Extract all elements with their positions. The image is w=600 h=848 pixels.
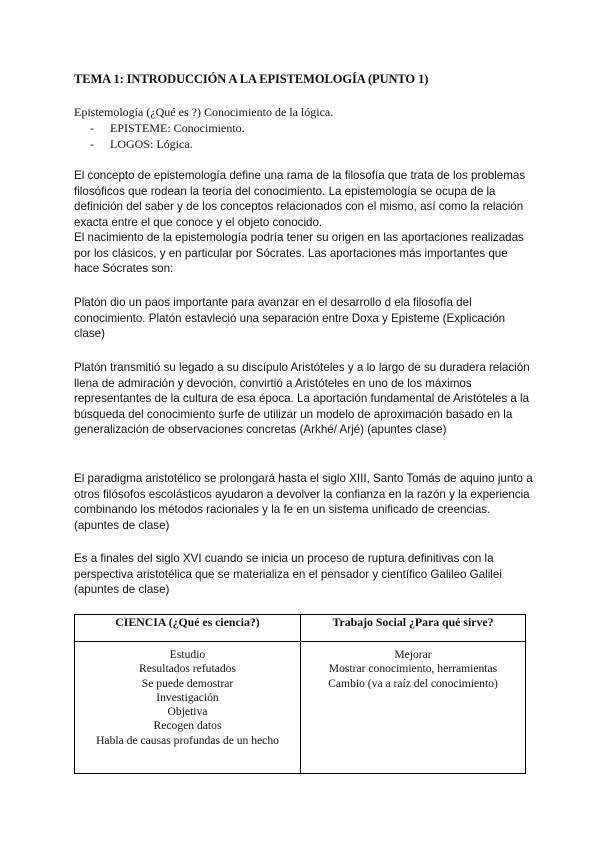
- table-item: Recogen datos: [153, 719, 222, 733]
- bullet-item: [74, 136, 333, 152]
- paragraph-block-5: [74, 551, 534, 598]
- table-item: Cambio (va a raíz del conocimiento): [328, 676, 498, 690]
- table-item: Mejorar: [394, 648, 432, 661]
- table-item: Estudio: [169, 648, 206, 661]
- paragraph: El concepto de epistemología define una rama de la filosofía que trata de los problemas filosóficos que rodean la teoría del conocimiento. La epistemología se ocupa de la definición del saber y de los conceptos relacionados con el mismo, así como la relación exacta entre el que conoce y el objeto conocido.: [74, 169, 526, 229]
- table-cell-ciencia: [75, 642, 301, 774]
- paragraph-block-2: [74, 295, 534, 342]
- paragraph-block-1: [74, 168, 534, 277]
- paragraph: El nacimiento de la epistemología podría tener su origen en las aportaciones realizadas por los clásicos, y en particular por Sócrates. Las aportaciones más importantes que hace Sócrates son:: [74, 231, 524, 275]
- bullet-dash: -: [90, 121, 94, 135]
- bullet-item: [74, 120, 333, 136]
- comparison-table: [74, 614, 526, 774]
- table-item: Habla de causas profundas de un hecho: [96, 733, 279, 747]
- paragraph: El paradigma aristotélico se prolongará hasta el siglo XIII, Santo Tomás de aquino junto a otros filósofos escolásticos ayudaron a devolver la confianza en la razón y la experiencia combinando los métodos racionales y la fe en un sistema unificado de creencias. (apuntes de clase): [74, 472, 533, 532]
- table-item: Resultados refutados: [139, 662, 236, 676]
- paragraph: Es a finales del siglo XVI cuando se inicia un proceso de ruptura definitivas con la perspectiva aristotélica que se materializa en el pensador y científico Galileo Galilei (apuntes de clase): [74, 552, 502, 596]
- intro-block: [74, 104, 333, 152]
- paragraph-block-3: [74, 360, 534, 438]
- table-header-ciencia: CIENCIA (¿Qué es ciencia?): [75, 615, 301, 642]
- paragraph: Platón dio un paos importante para avanzar en el desarrollo d ela filosofía del conocimiento. Platón estavleció una separación entre Doxa y Episteme (Explicación clase): [74, 296, 506, 340]
- table-item: Mostrar conocimiento, herramientas: [328, 662, 498, 676]
- table-item: Objetiva: [167, 705, 208, 719]
- paragraph-block-4: [74, 471, 534, 533]
- table-cell-trabajo-social: [301, 642, 526, 774]
- table-item: Se puede demostrar: [141, 676, 234, 690]
- bullet-dash: -: [90, 137, 94, 151]
- bullet-text: EPISTEME: Conocimiento.: [110, 121, 245, 135]
- page-title: TEMA 1: INTRODUCCIÓN A LA EPISTEMOLOGÍA (PUNTO 1): [74, 72, 429, 86]
- table-item: Investigación: [156, 690, 219, 704]
- paragraph: Platón transmitió su legado a su discípulo Aristóteles y a lo largo de su duradera relación llena de admiración y devoción, convirtió a Aristóteles en uno de los máximos representantes de la cultura de esa época. La aportación fundamental de Aristóteles a la búsqueda del conocimiento surfe de utilizar un modelo de aproximación basado en la generalización de observaciones concretas (Arkhé/ Arjé) (apuntes clase): [74, 361, 530, 436]
- table-header-trabajo-social: Trabajo Social ¿Para qué sirve?: [301, 615, 526, 642]
- intro-lead: Epistemología (¿Qué es ?) Conocimiento de la lógica.: [74, 105, 334, 119]
- bullet-text: LOGOS: Lógica.: [110, 137, 193, 151]
